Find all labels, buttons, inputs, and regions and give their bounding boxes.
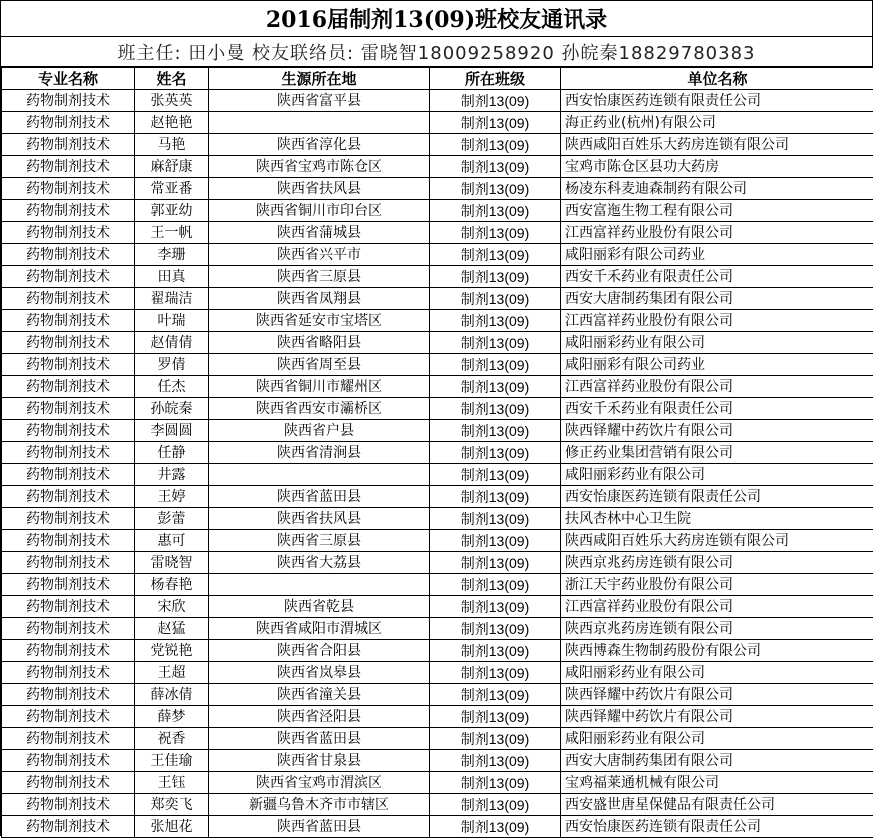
cell-employer[interactable]: 西安大唐制药集团有限公司 xyxy=(561,288,873,310)
table-row xyxy=(2,684,873,706)
cell-name[interactable]: 郑奕飞 xyxy=(135,794,209,816)
table-row xyxy=(2,596,873,618)
cell-name[interactable]: 叶瑞 xyxy=(135,310,209,332)
cell-major[interactable]: 药物制剂技术 xyxy=(2,200,135,222)
cell-employer[interactable]: 陕西铎耀中药饮片有限公司 xyxy=(561,420,873,442)
cell-major[interactable]: 药物制剂技术 xyxy=(2,398,135,420)
sheet-title: 2016届制剂13(09)班校友通讯录 xyxy=(1,1,873,37)
header-name[interactable]: 姓名 xyxy=(135,68,209,90)
cell-major[interactable]: 药物制剂技术 xyxy=(2,266,135,288)
cell-major[interactable]: 药物制剂技术 xyxy=(2,596,135,618)
cell-major[interactable]: 药物制剂技术 xyxy=(2,640,135,662)
cell-origin[interactable]: 陕西省三原县 xyxy=(209,266,430,288)
cell-class[interactable]: 制剂13(09) xyxy=(430,178,561,200)
cell-class[interactable]: 制剂13(09) xyxy=(430,772,561,794)
cell-class[interactable]: 制剂13(09) xyxy=(430,574,561,596)
cell-name[interactable]: 马艳 xyxy=(135,134,209,156)
table-body xyxy=(2,90,873,838)
cell-class[interactable]: 制剂13(09) xyxy=(430,486,561,508)
cell-major[interactable]: 药物制剂技术 xyxy=(2,420,135,442)
cell-major[interactable]: 药物制剂技术 xyxy=(2,684,135,706)
cell-name[interactable]: 宋欣 xyxy=(135,596,209,618)
cell-employer[interactable]: 陕西咸阳百姓乐大药房连锁有限公司 xyxy=(561,530,873,552)
table-row xyxy=(2,486,873,508)
cell-employer[interactable]: 杨凌东科麦迪森制药有限公司 xyxy=(561,178,873,200)
cell-employer[interactable]: 江西富祥药业股份有限公司 xyxy=(561,596,873,618)
cell-major[interactable]: 药物制剂技术 xyxy=(2,310,135,332)
table-row xyxy=(2,244,873,266)
cell-class[interactable]: 制剂13(09) xyxy=(430,288,561,310)
cell-class[interactable]: 制剂13(09) xyxy=(430,750,561,772)
cell-major[interactable]: 药物制剂技术 xyxy=(2,508,135,530)
cell-origin[interactable]: 陕西省铜川市印台区 xyxy=(209,200,430,222)
cell-class[interactable]: 制剂13(09) xyxy=(430,310,561,332)
cell-class[interactable]: 制剂13(09) xyxy=(430,156,561,178)
cell-employer[interactable]: 江西富祥药业股份有限公司 xyxy=(561,376,873,398)
cell-class[interactable]: 制剂13(09) xyxy=(430,530,561,552)
cell-employer[interactable]: 江西富祥药业股份有限公司 xyxy=(561,222,873,244)
cell-employer[interactable]: 陕西京兆药房连锁有限公司 xyxy=(561,552,873,574)
header-class[interactable]: 所在班级 xyxy=(430,68,561,90)
header-major[interactable]: 专业名称 xyxy=(2,68,135,90)
cell-name[interactable]: 赵猛 xyxy=(135,618,209,640)
cell-employer[interactable]: 西安盛世唐星保健品有限责任公司 xyxy=(561,794,873,816)
cell-origin[interactable]: 陕西省铜川市耀州区 xyxy=(209,376,430,398)
cell-origin[interactable]: 陕西省扶风县 xyxy=(209,508,430,530)
table-row xyxy=(2,552,873,574)
cell-origin[interactable]: 新疆乌鲁木齐市市辖区 xyxy=(209,794,430,816)
cell-origin[interactable]: 陕西省凤翔县 xyxy=(209,288,430,310)
cell-name[interactable]: 常亚番 xyxy=(135,178,209,200)
cell-origin[interactable]: 陕西省兴平市 xyxy=(209,244,430,266)
cell-employer[interactable]: 修正药业集团营销有限公司 xyxy=(561,442,873,464)
cell-name[interactable]: 李珊 xyxy=(135,244,209,266)
cell-class[interactable]: 制剂13(09) xyxy=(430,508,561,530)
cell-name[interactable]: 惠可 xyxy=(135,530,209,552)
cell-origin[interactable]: 陕西省合阳县 xyxy=(209,640,430,662)
cell-major[interactable]: 药物制剂技术 xyxy=(2,376,135,398)
table-row xyxy=(2,772,873,794)
cell-class[interactable]: 制剂13(09) xyxy=(430,244,561,266)
cell-employer[interactable]: 陕西博森生物制药股份有限公司 xyxy=(561,640,873,662)
cell-origin[interactable]: 陕西省蓝田县 xyxy=(209,486,430,508)
cell-origin[interactable]: 陕西省潼关县 xyxy=(209,684,430,706)
table-row xyxy=(2,310,873,332)
cell-employer[interactable]: 咸阳丽彩有限公司药业 xyxy=(561,354,873,376)
table-row xyxy=(2,574,873,596)
cell-employer[interactable]: 咸阳丽彩有限公司药业 xyxy=(561,244,873,266)
cell-employer[interactable]: 宝鸡市陈仓区县功大药房 xyxy=(561,156,873,178)
cell-major[interactable]: 药物制剂技术 xyxy=(2,90,135,112)
cell-employer[interactable]: 西安千禾药业有限责任公司 xyxy=(561,398,873,420)
cell-employer[interactable]: 西安怡康医药连锁有限责任公司 xyxy=(561,816,873,838)
cell-origin[interactable]: 陕西省略阳县 xyxy=(209,332,430,354)
table-row xyxy=(2,640,873,662)
alumni-table xyxy=(1,67,873,838)
cell-employer[interactable]: 西安千禾药业有限责任公司 xyxy=(561,266,873,288)
cell-name[interactable]: 李圆圆 xyxy=(135,420,209,442)
cell-origin[interactable]: 陕西省清涧县 xyxy=(209,442,430,464)
table-row xyxy=(2,442,873,464)
cell-origin[interactable]: 陕西省扶风县 xyxy=(209,178,430,200)
cell-major[interactable]: 药物制剂技术 xyxy=(2,156,135,178)
cell-name[interactable]: 王婷 xyxy=(135,486,209,508)
cell-class[interactable]: 制剂13(09) xyxy=(430,112,561,134)
cell-major[interactable]: 药物制剂技术 xyxy=(2,222,135,244)
cell-class[interactable]: 制剂13(09) xyxy=(430,618,561,640)
header-origin[interactable]: 生源所在地 xyxy=(209,68,430,90)
cell-employer[interactable]: 海正药业(杭州)有限公司 xyxy=(561,112,873,134)
cell-origin[interactable] xyxy=(209,574,430,596)
cell-name[interactable]: 王佳瑜 xyxy=(135,750,209,772)
cell-class[interactable]: 制剂13(09) xyxy=(430,684,561,706)
cell-name[interactable]: 王超 xyxy=(135,662,209,684)
cell-origin[interactable]: 陕西省周至县 xyxy=(209,354,430,376)
table-row xyxy=(2,112,873,134)
cell-class[interactable]: 制剂13(09) xyxy=(430,794,561,816)
table-row xyxy=(2,530,873,552)
cell-employer[interactable]: 江西富祥药业股份有限公司 xyxy=(561,310,873,332)
cell-major[interactable]: 药物制剂技术 xyxy=(2,750,135,772)
cell-major[interactable]: 药物制剂技术 xyxy=(2,816,135,838)
cell-major[interactable]: 药物制剂技术 xyxy=(2,464,135,486)
cell-name[interactable]: 任静 xyxy=(135,442,209,464)
cell-origin[interactable]: 陕西省乾县 xyxy=(209,596,430,618)
cell-class[interactable]: 制剂13(09) xyxy=(430,90,561,112)
table-row xyxy=(2,464,873,486)
cell-origin[interactable]: 陕西省蓝田县 xyxy=(209,728,430,750)
cell-employer[interactable]: 陕西京兆药房连锁有限公司 xyxy=(561,618,873,640)
cell-class[interactable]: 制剂13(09) xyxy=(430,266,561,288)
cell-employer[interactable]: 陕西铎耀中药饮片有限公司 xyxy=(561,684,873,706)
table-row xyxy=(2,156,873,178)
cell-employer[interactable]: 咸阳丽彩药业有限公司 xyxy=(561,464,873,486)
cell-name[interactable]: 赵艳艳 xyxy=(135,112,209,134)
cell-name[interactable]: 井露 xyxy=(135,464,209,486)
table-row xyxy=(2,90,873,112)
cell-name[interactable]: 张旭花 xyxy=(135,816,209,838)
cell-origin[interactable] xyxy=(209,464,430,486)
cell-employer[interactable]: 咸阳丽彩药业有限公司 xyxy=(561,332,873,354)
table-row xyxy=(2,728,873,750)
cell-major[interactable]: 药物制剂技术 xyxy=(2,662,135,684)
cell-class[interactable]: 制剂13(09) xyxy=(430,420,561,442)
cell-class[interactable]: 制剂13(09) xyxy=(430,728,561,750)
cell-class[interactable]: 制剂13(09) xyxy=(430,596,561,618)
cell-employer[interactable]: 西安富迤生物工程有限公司 xyxy=(561,200,873,222)
cell-major[interactable]: 药物制剂技术 xyxy=(2,442,135,464)
table-row xyxy=(2,354,873,376)
cell-origin[interactable]: 陕西省延安市宝塔区 xyxy=(209,310,430,332)
cell-class[interactable]: 制剂13(09) xyxy=(430,640,561,662)
cell-major[interactable]: 药物制剂技术 xyxy=(2,244,135,266)
cell-employer[interactable]: 西安大唐制药集团有限公司 xyxy=(561,750,873,772)
table-row xyxy=(2,200,873,222)
cell-employer[interactable]: 西安怡康医药连锁有限责任公司 xyxy=(561,486,873,508)
cell-class[interactable]: 制剂13(09) xyxy=(430,134,561,156)
contact-line: 班主任: 田小曼 校友联络员: 雷晓智18009258920 孙皖秦18829780383 xyxy=(1,37,873,67)
table-row xyxy=(2,816,873,838)
cell-name[interactable]: 郭亚幼 xyxy=(135,200,209,222)
cell-major[interactable]: 药物制剂技术 xyxy=(2,332,135,354)
header-employer[interactable]: 单位名称 xyxy=(561,68,873,90)
cell-name[interactable]: 党锐艳 xyxy=(135,640,209,662)
cell-major[interactable]: 药物制剂技术 xyxy=(2,574,135,596)
table-row xyxy=(2,662,873,684)
cell-major[interactable]: 药物制剂技术 xyxy=(2,618,135,640)
cell-name[interactable]: 祝香 xyxy=(135,728,209,750)
table-row xyxy=(2,420,873,442)
cell-origin[interactable]: 陕西省咸阳市渭城区 xyxy=(209,618,430,640)
cell-origin[interactable]: 陕西省甘泉县 xyxy=(209,750,430,772)
cell-origin[interactable]: 陕西省宝鸡市陈仓区 xyxy=(209,156,430,178)
cell-major[interactable]: 药物制剂技术 xyxy=(2,112,135,134)
cell-major[interactable]: 药物制剂技术 xyxy=(2,706,135,728)
table-row xyxy=(2,178,873,200)
table-row xyxy=(2,376,873,398)
cell-class[interactable]: 制剂13(09) xyxy=(430,200,561,222)
table-row xyxy=(2,618,873,640)
cell-name[interactable]: 薛冰倩 xyxy=(135,684,209,706)
cell-major[interactable]: 药物制剂技术 xyxy=(2,530,135,552)
cell-origin[interactable] xyxy=(209,112,430,134)
cell-class[interactable]: 制剂13(09) xyxy=(430,354,561,376)
cell-name[interactable]: 麻舒康 xyxy=(135,156,209,178)
cell-origin[interactable]: 陕西省富平县 xyxy=(209,90,430,112)
table-row xyxy=(2,750,873,772)
cell-class[interactable]: 制剂13(09) xyxy=(430,464,561,486)
cell-employer[interactable]: 浙江天宇药业股份有限公司 xyxy=(561,574,873,596)
cell-name[interactable]: 杨春艳 xyxy=(135,574,209,596)
table-row xyxy=(2,134,873,156)
cell-name[interactable]: 孙皖秦 xyxy=(135,398,209,420)
cell-major[interactable]: 药物制剂技术 xyxy=(2,178,135,200)
cell-class[interactable]: 制剂13(09) xyxy=(430,376,561,398)
cell-origin[interactable]: 陕西省宝鸡市渭滨区 xyxy=(209,772,430,794)
cell-major[interactable]: 药物制剂技术 xyxy=(2,794,135,816)
table-row xyxy=(2,508,873,530)
cell-class[interactable]: 制剂13(09) xyxy=(430,332,561,354)
cell-class[interactable]: 制剂13(09) xyxy=(430,662,561,684)
cell-major[interactable]: 药物制剂技术 xyxy=(2,486,135,508)
table-row xyxy=(2,706,873,728)
cell-class[interactable]: 制剂13(09) xyxy=(430,398,561,420)
table-row xyxy=(2,332,873,354)
table-row xyxy=(2,794,873,816)
cell-class[interactable]: 制剂13(09) xyxy=(430,552,561,574)
cell-employer[interactable]: 陕西铎耀中药饮片有限公司 xyxy=(561,706,873,728)
cell-origin[interactable]: 陕西省三原县 xyxy=(209,530,430,552)
cell-name[interactable]: 王一帆 xyxy=(135,222,209,244)
cell-major[interactable]: 药物制剂技术 xyxy=(2,134,135,156)
cell-class[interactable]: 制剂13(09) xyxy=(430,816,561,838)
cell-name[interactable]: 雷晓智 xyxy=(135,552,209,574)
table-row xyxy=(2,288,873,310)
table-row xyxy=(2,266,873,288)
cell-name[interactable]: 翟瑞洁 xyxy=(135,288,209,310)
cell-name[interactable]: 田真 xyxy=(135,266,209,288)
cell-name[interactable]: 罗倩 xyxy=(135,354,209,376)
cell-origin[interactable]: 陕西省蒲城县 xyxy=(209,222,430,244)
cell-major[interactable]: 药物制剂技术 xyxy=(2,552,135,574)
table-row xyxy=(2,222,873,244)
cell-name[interactable]: 王钰 xyxy=(135,772,209,794)
cell-origin[interactable]: 陕西省岚皋县 xyxy=(209,662,430,684)
cell-employer[interactable]: 咸阳丽彩药业有限公司 xyxy=(561,662,873,684)
cell-employer[interactable]: 宝鸡福莱通机械有限公司 xyxy=(561,772,873,794)
cell-class[interactable]: 制剂13(09) xyxy=(430,706,561,728)
cell-name[interactable]: 彭蕾 xyxy=(135,508,209,530)
cell-employer[interactable]: 咸阳丽彩药业有限公司 xyxy=(561,728,873,750)
cell-name[interactable]: 张英英 xyxy=(135,90,209,112)
cell-major[interactable]: 药物制剂技术 xyxy=(2,354,135,376)
cell-origin[interactable]: 陕西省大荔县 xyxy=(209,552,430,574)
cell-major[interactable]: 药物制剂技术 xyxy=(2,772,135,794)
header-row xyxy=(2,68,873,90)
cell-employer[interactable]: 扶风杏林中心卫生院 xyxy=(561,508,873,530)
cell-class[interactable]: 制剂13(09) xyxy=(430,442,561,464)
cell-name[interactable]: 任杰 xyxy=(135,376,209,398)
cell-origin[interactable]: 陕西省西安市灞桥区 xyxy=(209,398,430,420)
cell-employer[interactable]: 陕西咸阳百姓乐大药房连锁有限公司 xyxy=(561,134,873,156)
cell-employer[interactable]: 西安怡康医药连锁有限责任公司 xyxy=(561,90,873,112)
cell-class[interactable]: 制剂13(09) xyxy=(430,222,561,244)
cell-major[interactable]: 药物制剂技术 xyxy=(2,288,135,310)
cell-origin[interactable]: 陕西省户县 xyxy=(209,420,430,442)
cell-origin[interactable]: 陕西省泾阳县 xyxy=(209,706,430,728)
cell-major[interactable]: 药物制剂技术 xyxy=(2,728,135,750)
cell-name[interactable]: 薛梦 xyxy=(135,706,209,728)
table-row xyxy=(2,398,873,420)
cell-origin[interactable]: 陕西省淳化县 xyxy=(209,134,430,156)
cell-origin[interactable]: 陕西省蓝田县 xyxy=(209,816,430,838)
cell-name[interactable]: 赵倩倩 xyxy=(135,332,209,354)
